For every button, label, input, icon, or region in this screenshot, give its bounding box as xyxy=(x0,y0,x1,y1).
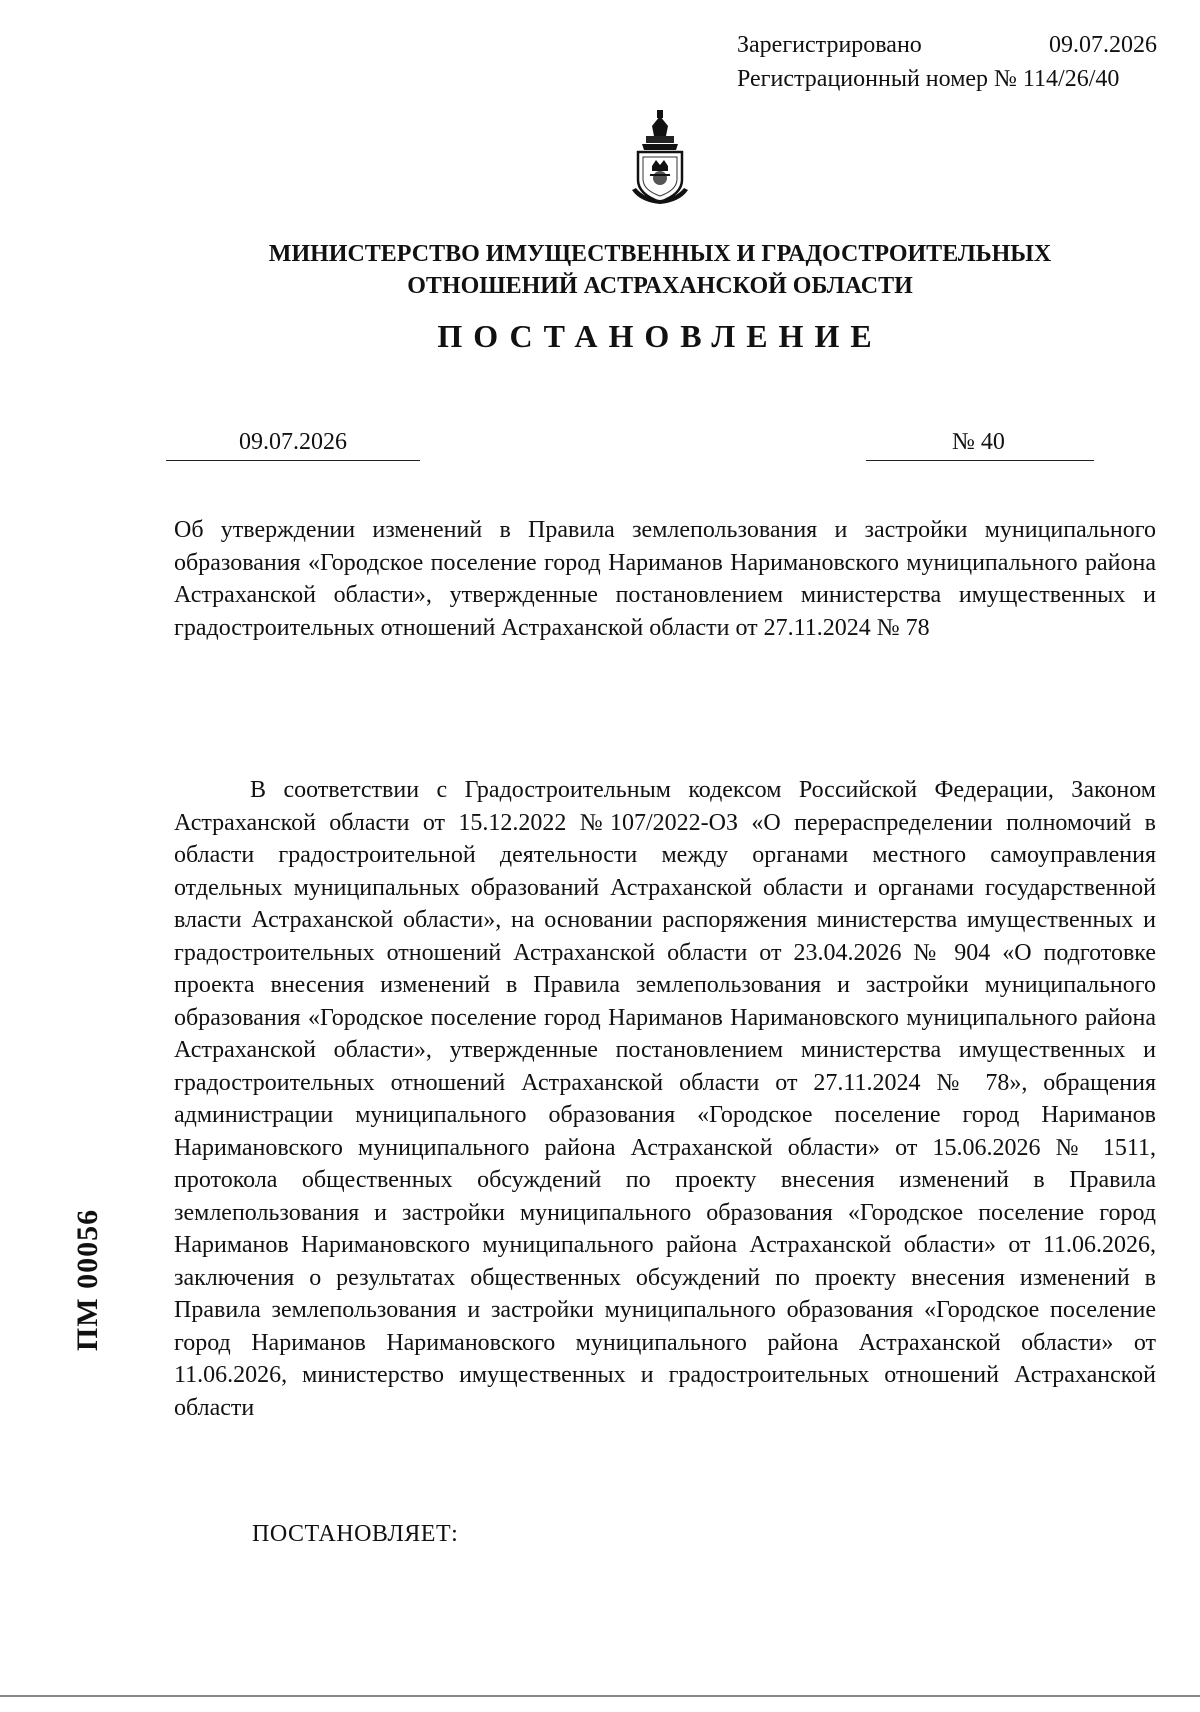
resolves-heading: ПОСТАНОВЛЯЕТ: xyxy=(252,1521,459,1547)
document-type-title: ПОСТАНОВЛЕНИЕ xyxy=(437,318,883,354)
registration-number: Регистрационный номер № 114/26/40 xyxy=(737,66,1120,92)
document-date: 09.07.2026 xyxy=(166,424,420,461)
ministry-name xyxy=(150,238,1170,302)
document-number: № 40 xyxy=(952,429,1005,455)
registration-line xyxy=(737,28,1157,62)
scan-bottom-border xyxy=(0,1695,1200,1697)
registration-date: 09.07.2026 xyxy=(1049,32,1157,58)
coat-of-arms-icon xyxy=(630,110,690,206)
side-stamp-serial: ПМ 00056 xyxy=(71,1208,104,1352)
ministry-name-line2: ОТНОШЕНИЙ АСТРАХАНСКОЙ ОБЛАСТИ xyxy=(407,273,913,299)
document-subject: Об утверждении изменений в Правила землепользования и застройки муниципального образования «Городское поселение город Нариманов Наримановского муниципального района Астраханской области», утвержденные постановлением министерства имущественных и градостроительных отношений Астраханской области от 27.11.2024 № 78 xyxy=(174,517,1156,641)
ministry-name-line1: МИНИСТЕРСТВО ИМУЩЕСТВЕННЫХ И ГРАДОСТРОИТЕЛЬНЫХ xyxy=(268,241,1052,267)
document-number-field xyxy=(866,424,1094,461)
registration-label: Зарегистрировано xyxy=(737,32,922,58)
document-body-paragraph: В соответствии с Градостроительным кодексом Российской Федерации, Законом Астраханской области от 15.12.2022 №107/2022-ОЗ «О перераспределении полномочий в области градостроительной деятельности между органами местного самоуправления отдельных муниципальных образований Астраханской области и органами государственной власти Астраханской области», на основании распоряжения министерства имущественных и градостроительных отношений Астраханской области от 23.04.2026 № 904 «О подготовке проекта внесения изменений в Правила землепользования и застройки муниципального образования «Городское поселение город Нариманов Наримановского муниципального района Астраханской области», утвержденные постановлением министерства имущественных и градостроительных отношений Астраханской области от 27.11.2024 № 78», обращения администрации муниципального образования «Городское поселение город Нариманов Наримановского муниципального района Астраханской области» от 15.06.2026 № 1511, протокола общественных обсуждений по проекту внесения изменений в Правила землепользования и застройки муниципального образования «Городское поселение город Нариманов Наримановского муниципального района Астраханской области» от 11.06.2026, заключения о результатах общественных обсуждений по проекту внесения изменений в Правила землепользования и застройки муниципального образования «Городское поселение город Нариманов Наримановского муниципального района Астраханской области» от 11.06.2026, министерство имущественных и градостроительных отношений Астраханской области xyxy=(174,777,1156,1421)
